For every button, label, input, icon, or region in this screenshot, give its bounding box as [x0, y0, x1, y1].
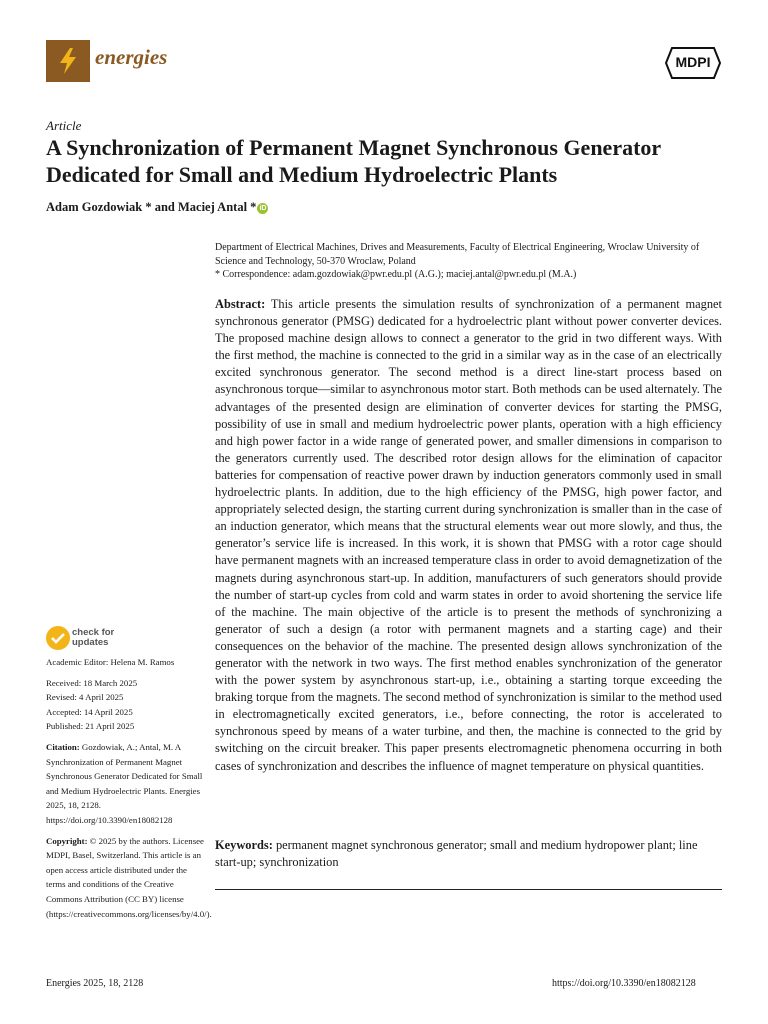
revised-date: Revised: 4 April 2025 — [46, 692, 124, 703]
abstract — [215, 296, 722, 775]
citation-text: Gozdowiak, A.; Antal, M. A Synchronization of Permanent Magnet Synchronous Generator Dedicated for Small and Medium Hydroelectric Plants. Energies 2025, 18, 2128. https://doi.org/10.3390/en18082128 — [46, 741, 203, 825]
copyright — [46, 834, 212, 922]
journal-name[interactable]: energies — [95, 45, 168, 69]
academic-editor: Academic Editor: Helena M. Ramos — [46, 657, 175, 667]
published-date: Published: 21 April 2025 — [46, 721, 135, 732]
copyright-label: Copyright: — [46, 835, 88, 846]
article-metadata — [46, 655, 212, 921]
footer-doi-link[interactable]: https://doi.org/10.3390/en18082128 — [552, 978, 696, 989]
publisher-logo[interactable] — [664, 46, 722, 80]
journal-logo — [46, 40, 90, 82]
correspondence: * Correspondence: adam.gozdowiak@pwr.edu.pl (A.G.); maciej.antal@pwr.edu.pl (M.A.) — [215, 269, 577, 280]
keywords-label: Keywords: — [215, 838, 273, 852]
orcid-icon[interactable]: iD — [259, 205, 267, 212]
accepted-date: Accepted: 14 April 2025 — [46, 706, 133, 717]
article-title: A Synchronization of Permanent Magnet Synchronous Generator Dedicated for Small and Medium Hydroelectric Plants — [46, 135, 661, 187]
authors-text: Adam Gozdowiak * and Maciej Antal * — [46, 200, 257, 214]
affiliation-department: Department of Electrical Machines, Drives and Measurements, Faculty of Electrical Engineering, Wroclaw University of Science and Technology, 50-370 Wroclaw, Poland — [215, 242, 700, 267]
lightning-icon — [53, 46, 83, 76]
affiliations — [215, 241, 725, 282]
keywords-text: permanent magnet synchronous generator; small and medium hydropower plant; line start-up; synchronization — [215, 838, 698, 870]
abstract-text: This article presents the simulation results of synchronization of a permanent magnet synchronous generator (PMSG) dedicated for a hydroelectric plant without power converter devices. The proposed machine design allows to connect a generator to the grid in two different ways. With the first method, the machine is connected to the grid in a similar way as in the case of an electrically excited synchronous generator. The second method is a direct line-start process based on asynchronous torque—similar to asynchronous motor start. Both methods can be used alternately. The advantages of the presented design are elimination of converter devices for starting the PMSG, possibility of use in small and medium hydroelectric power plants, operation with a high efficiency and high power factor in a wide range of generated power, and smaller dimensions in comparison to the generators currently used. The described rotor design allows for the elimination of capacitor batteries for compensation of reactive power drawn by induction generators commonly used in small hydroelectric plants. In addition, due to the high efficiency of the PMSG, high power factor, and appropriately selected design, the starting current during synchronization is smaller than in the case of an induction generator, which means that the structural elements wear out more slowly, and thus, the generator’s service life is increased. In this work, it is shown that PMSG with a rotor cage should have permanent magnets with an increased temperature class in order to avoid demagnetization of the magnets during asynchronous start-up. In addition, manufacturers of such generators should provide the number of start-up cycles from cold and warm states in order to avoid shortening the service life of the machine. The main objective of the article is to present the methods of synchronizing a generator of such a design (a rotor with permanent magnets and a starting cage) and their consequences on the behavior of the machine. The presented design allows synchronization of the generator with the network in two ways. The first method enables synchronization of the generator with the power system by asynchronous start-up, i.e., obtaining a starting torque exceeding the braking torque from the magnets. The second method of synchronization is similar to the method used in electromagnetically excited generators, i.e., before connecting, the rotor is accelerated to synchronous speed by means of a water turbine, and then, the machine is connected to the grid by switching on the circuit breaker. This paper presents electromagnetic phenomena occurring in both cases of synchronization and describes the influence of magnet temperature on physical quantities. — [215, 297, 722, 773]
author-list — [46, 200, 268, 215]
citation-label: Citation: — [46, 741, 80, 752]
footer-journal-ref: Energies 2025, 18, 2128 — [46, 978, 144, 989]
check-updates-label: check for updates — [72, 627, 115, 648]
copyright-text: © 2025 by the authors. Licensee MDPI, Basel, Switzerland. This article is an open access article distributed under the terms and conditions of the Creative Commons Attribution (CC BY) license (https://creativecommons.org/licenses/by/4.0/). — [46, 835, 212, 919]
keywords — [215, 837, 722, 871]
check-for-updates-button[interactable] — [46, 626, 166, 652]
article-type: Article — [46, 118, 82, 133]
received-date: Received: 18 March 2025 — [46, 677, 138, 688]
citation — [46, 740, 204, 828]
check-updates-icon — [46, 626, 70, 650]
publisher-name: MDPI — [675, 54, 711, 70]
keywords-divider — [215, 889, 722, 890]
abstract-label: Abstract: — [215, 297, 266, 311]
